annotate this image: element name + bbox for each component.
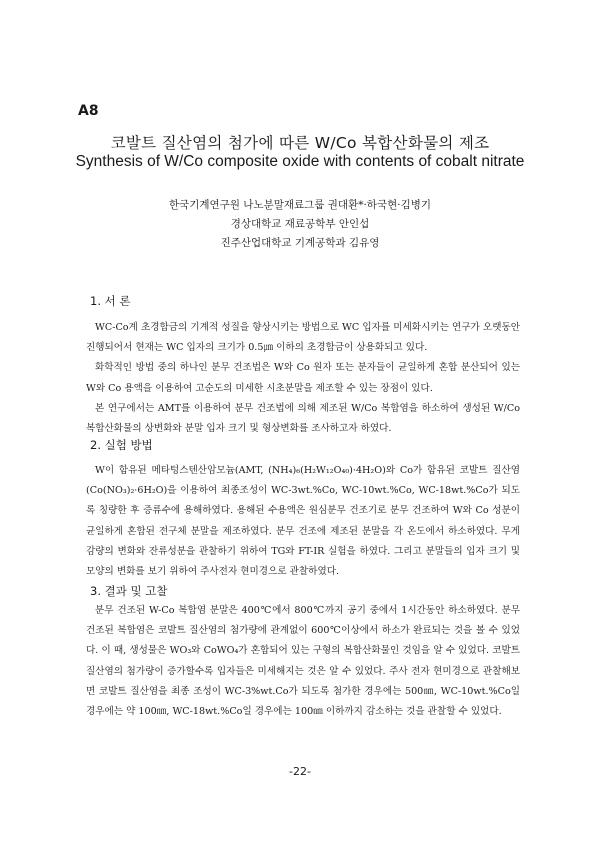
paragraph: 화학적인 방법 중의 하나인 분무 건조법은 W와 Co 원자 또는 분자들이 균일하게 혼합 분산되어 있는 W와 Co 용액을 이용하여 고순도의 미세한 시초분말을 제조할 수 있는 장점이 있다. xyxy=(86,362,520,394)
author-block xyxy=(0,196,600,253)
title-english: Synthesis of W/Co composite oxide with contents of cobalt nitrate xyxy=(75,153,525,170)
section-body-results xyxy=(86,601,520,722)
title-korean: 코발트 질산염의 첨가에 따른 W/Co 복합산화물의 제조 xyxy=(110,134,490,152)
author-line: 진주산업대학교 기계공학과 김유영 xyxy=(220,237,380,249)
section-body-introduction xyxy=(86,318,520,439)
section-title-results: 3. 결과 및 고찰 xyxy=(90,584,168,598)
section-title-methods: 2. 실험 방법 xyxy=(90,438,153,452)
author-line: 경상대학교 재료공학부 안인섭 xyxy=(230,218,370,230)
abstract-code: A8 xyxy=(78,103,99,119)
paragraph: W이 함유된 메타텅스텐산암모늄(AMT, (NH₄)₆(H₂W₁₂O₄₀)·4H₂O)와 Co가 함유된 코발트 질산염(Co(NO₃)₂·6H₂O)을 이용하여 최종조성이 WC-3wt.%Co, WC-10wt.%Co, WC-18wt.%Co가 되도록 칭량한 후 증류수에 용해하였다. 용해된 수용액은 원심분무 건조기로 분무 건조하여 W와 Co 성분이 균일하게 혼합된 전구체 분말을 제조하였다. 분무 건조에 제조된 분말을 각 온도에서 하소하였다. 무게 감량의 변화와 잔류성분을 관찰하기 위하여 TG와 FT-IR 실험을 하였다. 그리고 분말들의 입자 크기 및 모양의 변화를 보기 위하여 주사전자 현미경으로 관찰하였다. xyxy=(86,465,520,578)
author-line: 한국기계연구원 나노분말재료그룹 권대환*·하국현·김병기 xyxy=(168,199,432,211)
paragraph: 분무 건조된 W-Co 복합염 분말은 400℃에서 800℃까지 공기 중에서 1시간동안 하소하였다. 분무 건조된 복합염은 코발트 질산염의 첨가량에 관계없이 600℃이상에서 하소가 완료되는 것을 볼 수 있었다. 이 때, 생성물은 WO₃와 CoWO₄가 혼합되어 있는 구형의 복합산화물인 것임을 알 수 있었다. 코발트 질산염의 첨가량이 증가할수록 입자들은 미세해지는 것은 알 수 있었다. 주사 전자 현미경으로 관찰해보면 코발트 질산염을 최종 조성이 WC-3%wt.Co가 되도록 첨가한 경우에는 500㎚, WC-10wt.%Co일 경우에는 약 100㎚, WC-18wt.%Co일 경우에는 100㎚ 이하까지 감소하는 것을 관찰할 수 있었다. xyxy=(86,605,520,718)
section-body-methods xyxy=(86,461,520,582)
paragraph: WC-Co계 초경합금의 기계적 성질을 향상시키는 방법으로 WC 입자를 미세화시키는 연구가 오랫동안 진행되어서 현재는 WC 입자의 크기가 0.5㎛ 이하의 초경합금이 상용화되고 있다. xyxy=(86,322,520,354)
section-title-introduction: 1. 서 론 xyxy=(90,294,131,308)
paragraph: 본 연구에서는 AMT를 이용하여 분무 건조법에 의해 제조된 W/Co 복합염을 하소하여 생성된 W/Co 복합산화물의 상변화와 분말 입자 크기 및 형상변화를 조사하고자 하였다. xyxy=(86,402,520,435)
page-number: -22- xyxy=(289,765,311,778)
